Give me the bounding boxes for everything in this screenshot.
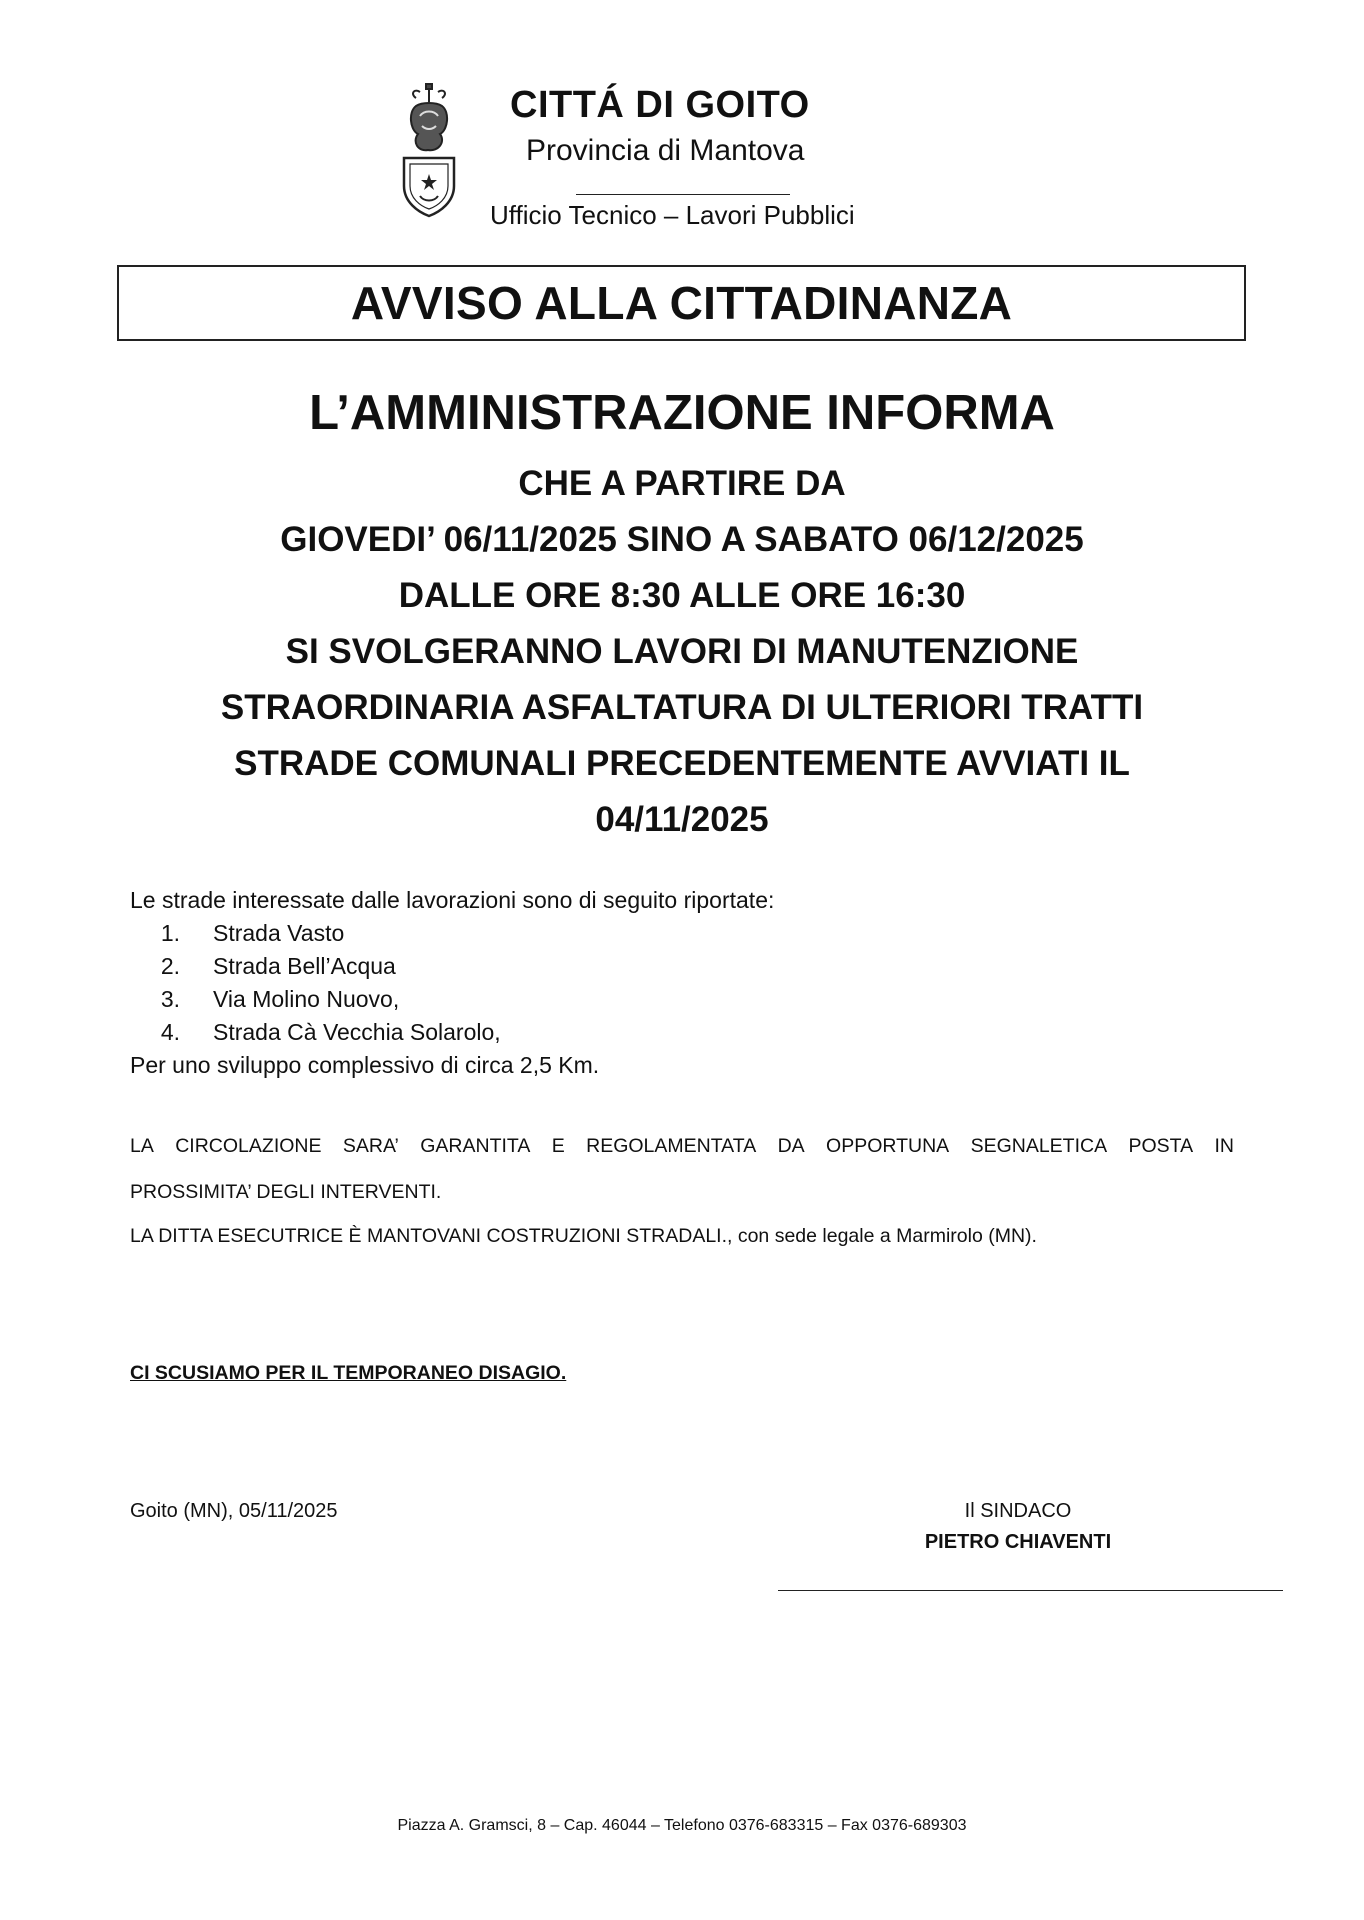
list-item-number: 1. bbox=[160, 920, 180, 946]
list-item-number: 4. bbox=[160, 1019, 180, 1045]
mayor-role: Il SINDACO bbox=[964, 1500, 1072, 1522]
list-item bbox=[130, 917, 774, 950]
word: SEGNALETICA bbox=[970, 1135, 1108, 1157]
list-item bbox=[130, 1016, 774, 1049]
footer-address: Piazza A. Gramsci, 8 – Cap. 46044 – Telefono 0376-683315 – Fax 0376-689303 bbox=[397, 1817, 967, 1834]
circulation-paragraph bbox=[130, 1130, 1234, 1252]
word: OPPORTUNA bbox=[826, 1135, 950, 1157]
apology-text: CI SCUSIAMO PER IL TEMPORANEO DISAGIO. bbox=[130, 1362, 567, 1384]
list-item bbox=[130, 950, 774, 983]
province-name: Provincia di Mantova bbox=[526, 134, 805, 167]
announcement-line: DALLE ORE 8:30 ALLE ORE 16:30 bbox=[398, 576, 966, 615]
list-item bbox=[130, 983, 774, 1016]
list-item-text: Via Molino Nuovo, bbox=[213, 986, 400, 1012]
word: DA bbox=[777, 1135, 805, 1157]
signature-line bbox=[778, 1590, 1283, 1591]
announcement-line: GIOVEDI’ 06/11/2025 SINO A SABATO 06/12/2025 bbox=[280, 520, 1084, 559]
announcement bbox=[0, 456, 1364, 848]
word: SARA’ bbox=[342, 1135, 399, 1157]
announcement-line: 04/11/2025 bbox=[595, 800, 769, 839]
place-date: Goito (MN), 05/11/2025 bbox=[130, 1500, 338, 1522]
word: GARANTITA bbox=[420, 1135, 531, 1157]
list-item-text: Strada Vasto bbox=[213, 920, 345, 946]
notice-title: AVVISO ALLA CITTADINANZA bbox=[350, 277, 1013, 329]
list-item-number: 3. bbox=[160, 986, 180, 1012]
list-item-text: Strada Bell’Acqua bbox=[213, 953, 396, 979]
list-item-text: Strada Cà Vecchia Solarolo, bbox=[213, 1019, 501, 1045]
header-divider bbox=[576, 194, 790, 195]
announcement-line: STRADE COMUNALI PRECEDENTEMENTE AVVIATI IL bbox=[234, 744, 1130, 783]
word: IN bbox=[1214, 1135, 1234, 1157]
word: LA bbox=[130, 1135, 154, 1157]
announcement-line: CHE A PARTIRE DA bbox=[518, 464, 846, 503]
office-name: Ufficio Tecnico – Lavori Pubblici bbox=[490, 200, 855, 230]
word: POSTA bbox=[1128, 1135, 1194, 1157]
contractor-line: LA DITTA ESECUTRICE È MANTOVANI COSTRUZIONI STRADALI., con sede legale a Marmirolo (MN). bbox=[130, 1225, 1037, 1247]
word: REGOLAMENTATA bbox=[586, 1135, 757, 1157]
streets-intro: Le strade interessate dalle lavorazioni sono di seguito riportate: bbox=[130, 887, 775, 913]
mayor-name: PIETRO CHIAVENTI bbox=[924, 1531, 1112, 1553]
circulation-line-justified bbox=[130, 1130, 1234, 1162]
streets-total: Per uno sviluppo complessivo di circa 2,5 Km. bbox=[130, 1052, 600, 1078]
streets-section bbox=[130, 884, 774, 1082]
list-item-number: 2. bbox=[160, 953, 180, 979]
word: CIRCOLAZIONE bbox=[175, 1135, 322, 1157]
word: E bbox=[551, 1135, 565, 1157]
circulation-line-2: PROSSIMITA’ DEGLI INTERVENTI. bbox=[130, 1181, 442, 1203]
announcement-line: STRAORDINARIA ASFALTATURA DI ULTERIORI TRATTI bbox=[220, 688, 1144, 727]
headline: L’AMMINISTRAZIONE INFORMA bbox=[309, 386, 1055, 440]
city-title: CITTÁ DI GOITO bbox=[510, 84, 810, 126]
announcement-line: SI SVOLGERANNO LAVORI DI MANUTENZIONE bbox=[285, 632, 1079, 671]
city-crest-icon bbox=[398, 80, 460, 218]
notice-box bbox=[117, 265, 1246, 341]
